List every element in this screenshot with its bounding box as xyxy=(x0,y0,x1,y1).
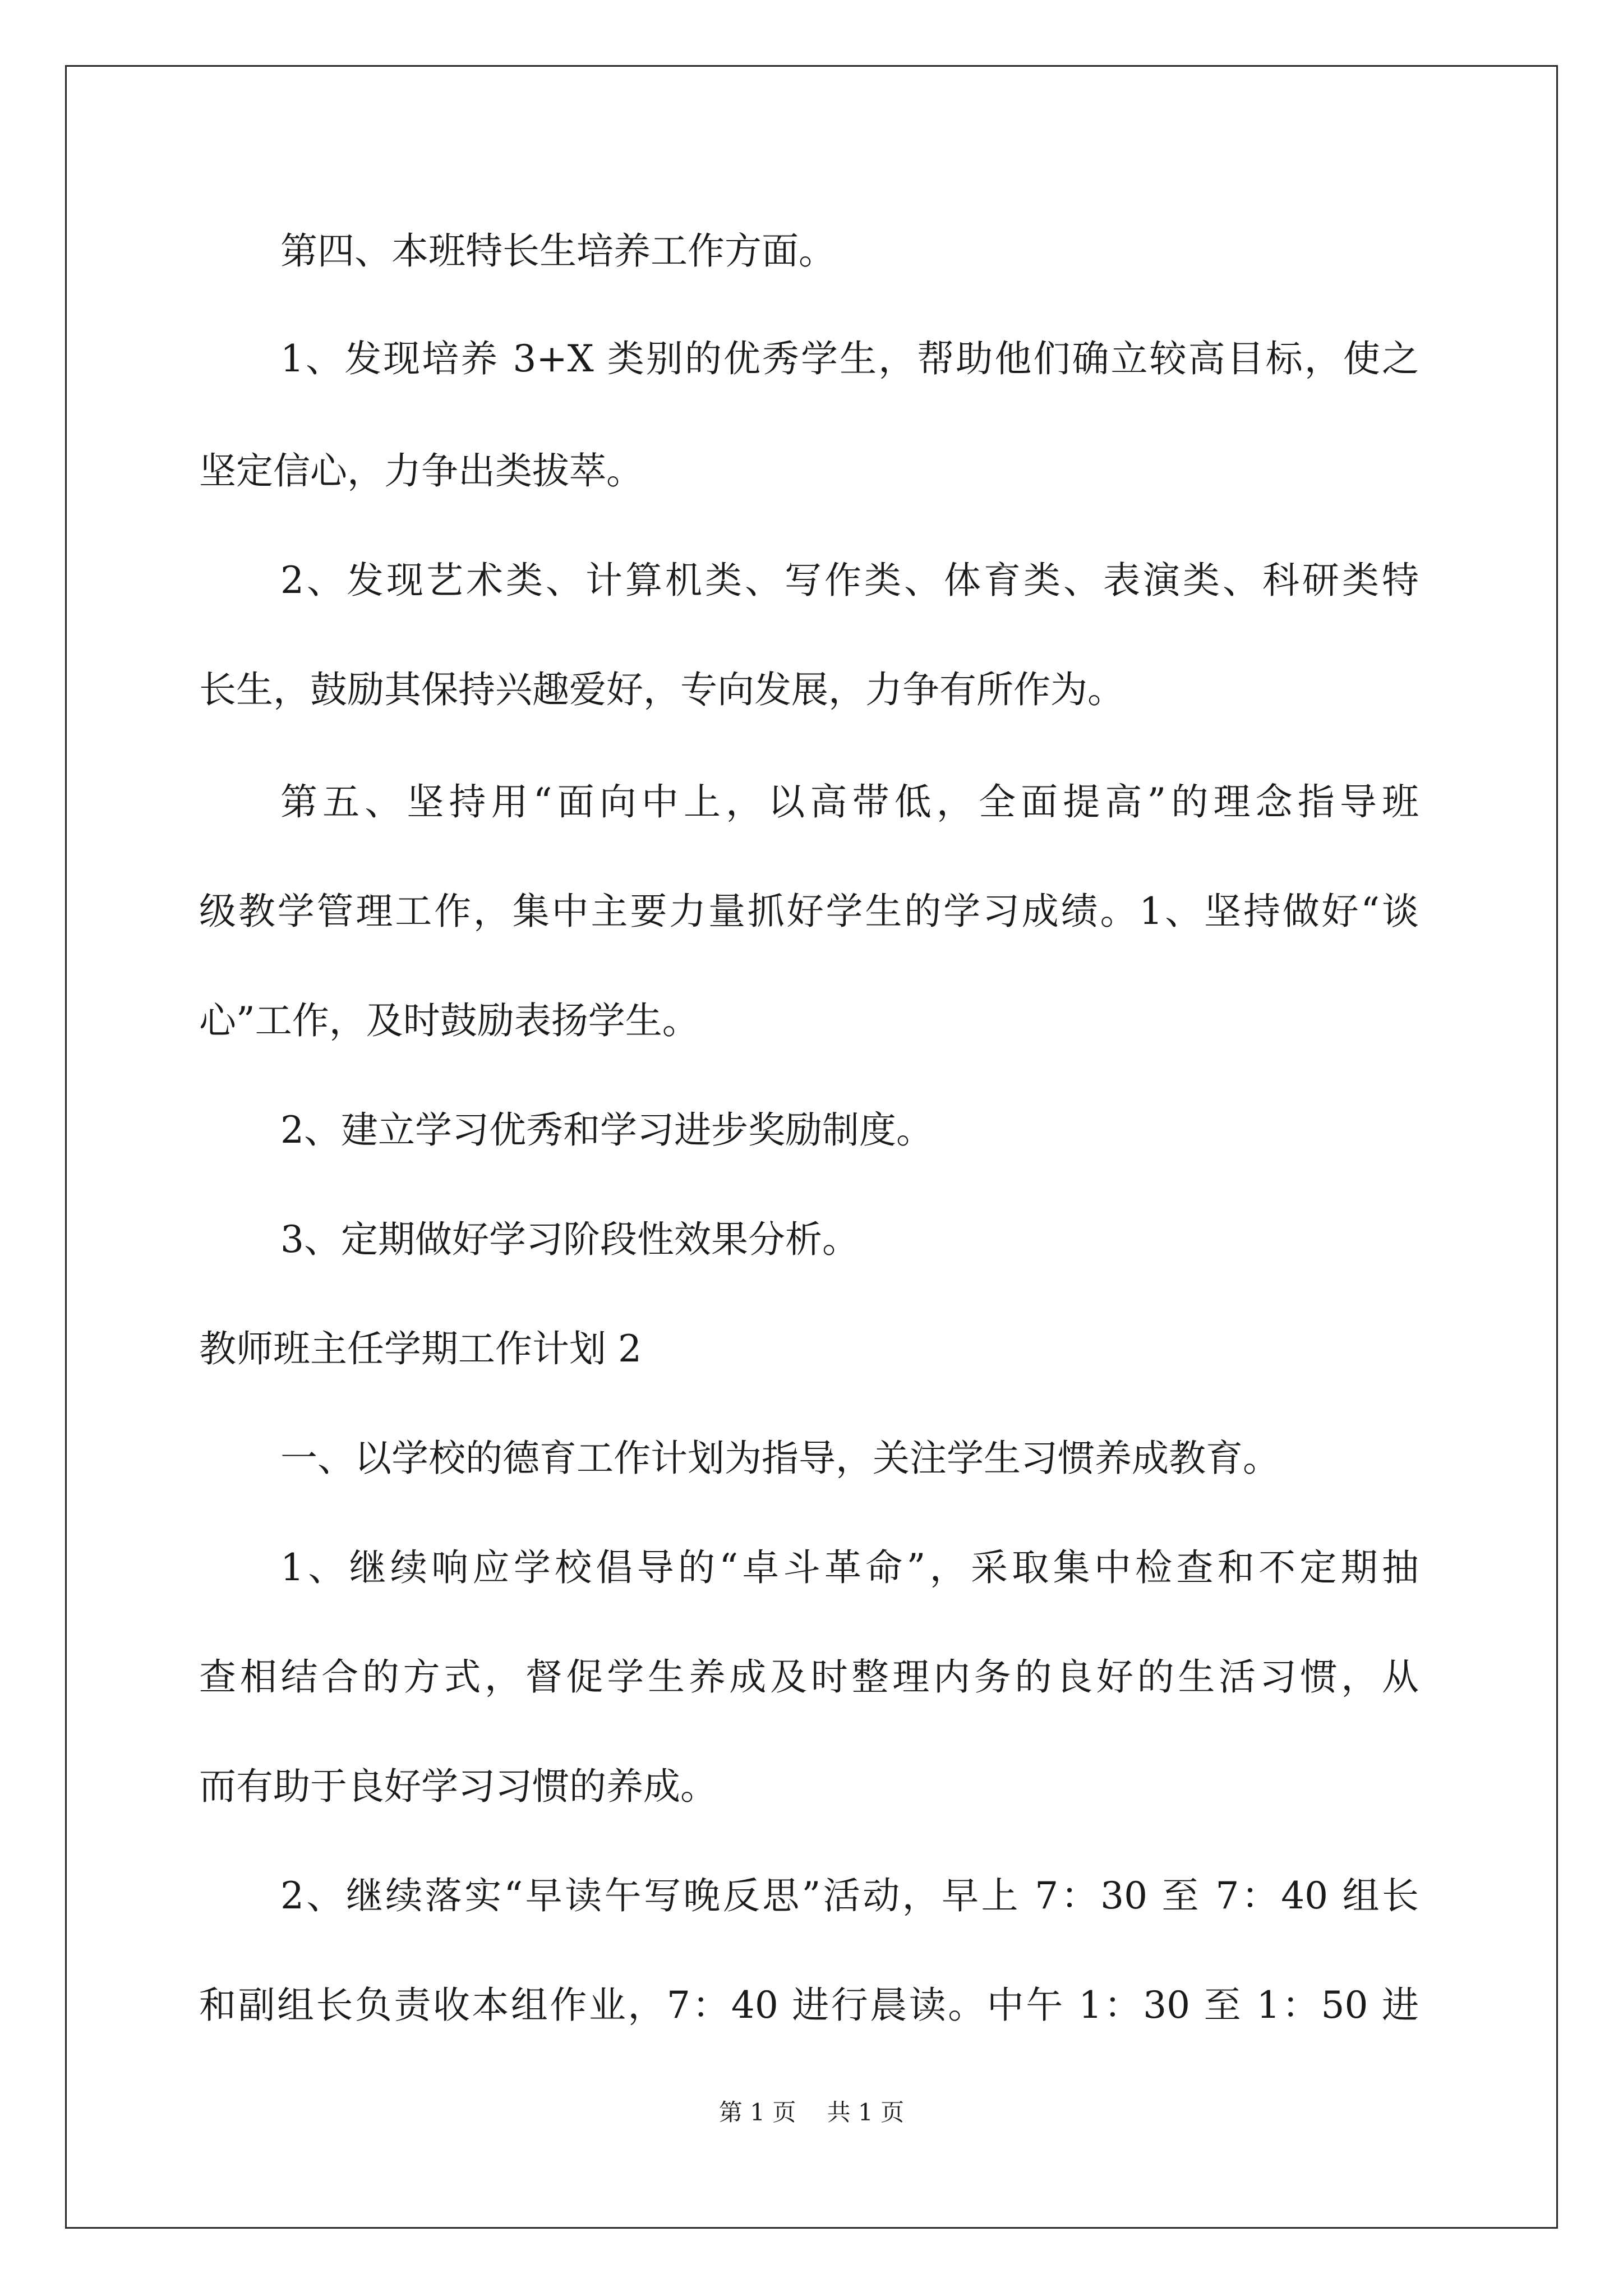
paragraph-line: 3、定期做好学习阶段性效果分析。 xyxy=(280,1218,859,1261)
paragraph-line: 心”工作，及时鼓励表扬学生。 xyxy=(199,999,699,1042)
paragraph-line: 2、继续落实“早读午写晚反思”活动，早上 7：30 至 7：40 组长 xyxy=(280,1874,1419,1917)
paragraph-line: 2、发现艺术类、计算机类、写作类、体育类、表演类、科研类特 xyxy=(280,559,1419,602)
paragraph-line: 1、继续响应学校倡导的“卓斗革命”，采取集中检查和不定期抽 xyxy=(280,1546,1419,1589)
paragraph-line: 查相结合的方式，督促学生养成及时整理内务的良好的生活习惯，从 xyxy=(199,1655,1419,1699)
paragraph-line: 而有助于良好学习习惯的养成。 xyxy=(199,1765,717,1808)
paragraph-line: 和副组长负责收本组作业，7：40 进行晨读。中午 1：30 至 1：50 进 xyxy=(199,1984,1419,2027)
paragraph-line: 级教学管理工作，集中主要力量抓好学生的学习成绩。1、坚持做好“谈 xyxy=(199,890,1419,933)
paragraph-line: 1、发现培养 3+X 类别的优秀学生，帮助他们确立较高目标，使之 xyxy=(280,337,1419,380)
paragraph-line: 一、以学校的德育工作计划为指导，关注学生习惯养成教育。 xyxy=(280,1437,1280,1480)
paragraph-line: 长生，鼓励其保持兴趣爱好，专向发展，力争有所作为。 xyxy=(199,668,1124,711)
paragraph-line: 2、建立学习优秀和学习进步奖励制度。 xyxy=(280,1108,933,1152)
paragraph-line: 坚定信心，力争出类拔萃。 xyxy=(199,449,643,493)
paragraph-line: 第五、坚持用“面向中上，以高带低，全面提高”的理念指导班 xyxy=(280,780,1419,823)
page-number: 第 1 页 共 1 页 xyxy=(718,2099,905,2126)
paragraph-line: 第四、本班特长生培养工作方面。 xyxy=(280,229,836,273)
section-heading: 教师班主任学期工作计划 2 xyxy=(199,1327,642,1370)
